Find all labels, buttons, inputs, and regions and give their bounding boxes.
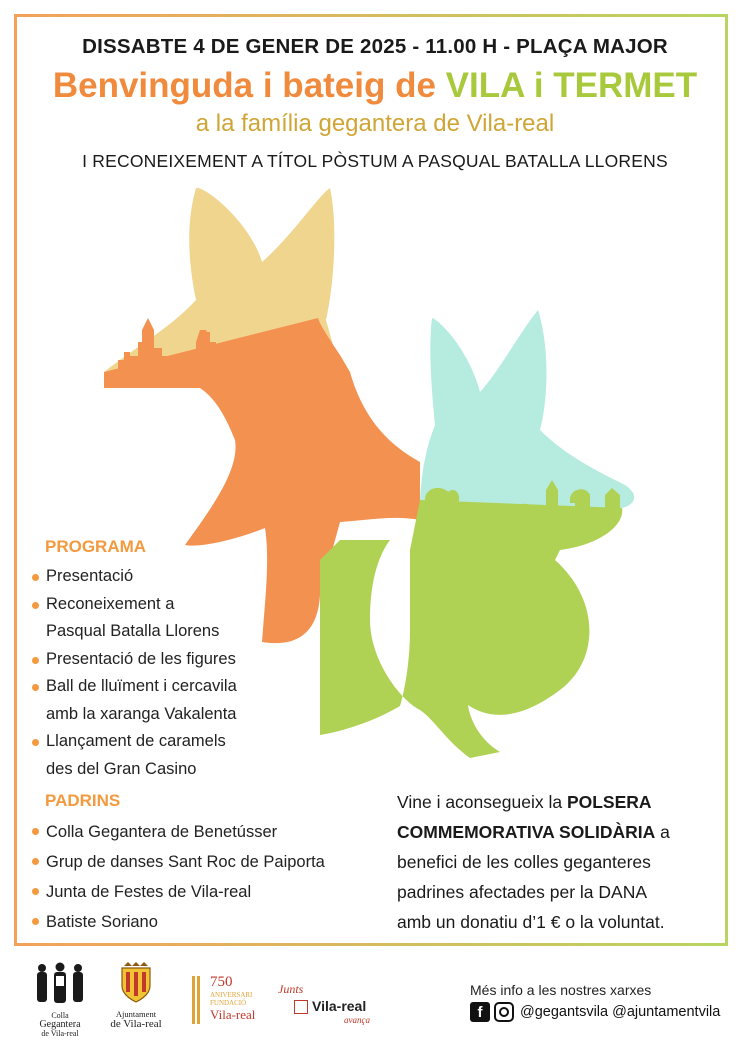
programa-item: Presentació (32, 563, 237, 591)
padrins-item: Grup de danses Sant Roc de Paiporta (32, 847, 325, 877)
bracelet-line-3: benefici de les colles geganteres (397, 852, 651, 872)
bracelet-line-2-text: a (655, 822, 670, 842)
facebook-icon[interactable]: f (470, 1002, 490, 1022)
logo4-tag: avança (344, 1015, 370, 1025)
programa-item-continuation: amb la xaranga Vakalenta (46, 704, 237, 723)
bracelet-announcement (397, 787, 727, 937)
logo3-line1: ANIVERSARI (210, 991, 253, 999)
bracelet-line-2 (397, 817, 727, 847)
logo2-line2: de Vila-real (110, 1018, 162, 1030)
logo1-line2: Gegantera (39, 1019, 81, 1030)
bracelet-line-2-bold: COMMEMORATIVA SOLIDÀRIA (397, 822, 656, 842)
logo3-line2: FUNDACIÓ (210, 999, 247, 1007)
bracelet-line-1-bold: POLSERA (566, 792, 652, 812)
logo4-junts: Junts (278, 982, 304, 996)
colla-gegantera-logo (32, 962, 88, 1038)
padrins-list (32, 817, 325, 937)
green-fox-head (420, 310, 634, 510)
event-date-line: DISSABTE 4 DE GENER DE 2025 - 11.00 H - PLAÇA MAJOR (82, 35, 668, 58)
ajuntament-logo (108, 962, 164, 1029)
social-handles: @gegantsvila @ajuntamentvila (520, 1004, 721, 1020)
main-title-part2: VILA i TERMET (445, 66, 698, 105)
padrins-item: Junta de Festes de Vila-real (32, 877, 325, 907)
bracelet-line-5: amb un donatiu d’1 € o la voluntat. (397, 912, 665, 932)
programa-item-continuation: Pasqual Batalla Llorens (46, 622, 220, 640)
social-row (470, 1002, 720, 1022)
padrins-title: PADRINS (45, 791, 121, 810)
programa-title: PROGRAMA (45, 537, 147, 556)
logo1-line1: Colla (51, 1011, 69, 1020)
bracelet-line-1 (397, 787, 727, 817)
green-fox-silhouette (320, 310, 634, 758)
bracelet-line-4: padrines afectades per la DANA (397, 882, 647, 902)
coat-of-arms-icon (108, 962, 164, 1004)
logo3-line3: Vila-real (210, 1007, 256, 1022)
programa-list (32, 563, 237, 783)
subtitle: a la família gegantera de Vila-real (195, 110, 555, 137)
logo3-number: 750 (210, 974, 233, 990)
programa-item: Reconeixement a (32, 591, 237, 619)
giants-figures-icon (32, 962, 88, 1006)
programa-item-continuation: des del Gran Casino (46, 759, 197, 778)
instagram-icon[interactable] (494, 1002, 514, 1022)
padrins-item: Colla Gegantera de Benetússer (32, 817, 325, 847)
programa-item: Presentació de les figures (32, 646, 237, 674)
logo2-line1: Ajuntament (115, 1009, 157, 1019)
green-fox-body (320, 500, 622, 758)
logo4-mark-icon (294, 1000, 308, 1014)
recognition-line: I RECONEIXEMENT A TÍTOL PÒSTUM A PASQUAL BATALLA LLORENS (82, 151, 668, 171)
padrins-item: Batiste Soriano (32, 907, 325, 937)
programa-item: Ball de lluïment i cercavila (32, 673, 237, 701)
logo4-name: Vila-real (312, 998, 367, 1014)
logo1-line3: de Vila-real (41, 1029, 79, 1038)
bracelet-line-1-text: Vine i aconsegueix la (397, 792, 567, 812)
anniversary-tower-icon (190, 974, 204, 1026)
more-info-text: Més info a les nostres xarxes (470, 982, 652, 998)
main-title-part1: Benvinguda i bateig de (52, 66, 446, 105)
programa-item: Llançament de caramels (32, 728, 237, 756)
